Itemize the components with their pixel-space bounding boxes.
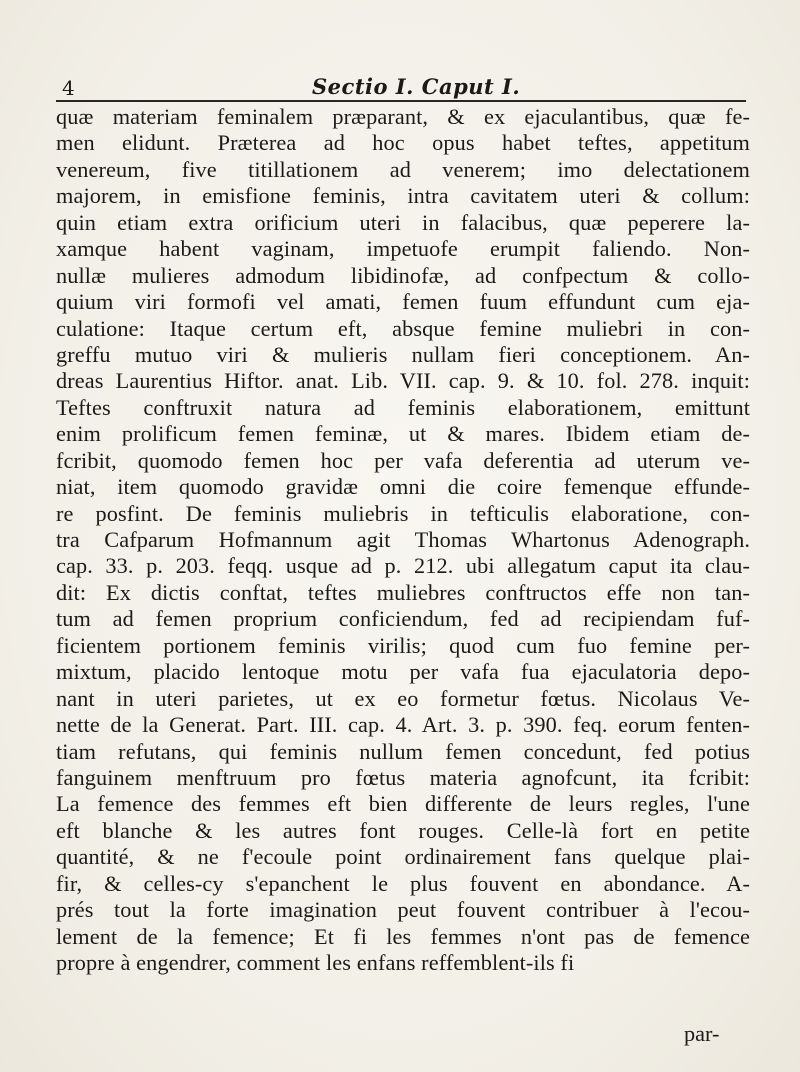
page-number: 4	[62, 76, 75, 100]
text-line: ficientem portionem feminis virilis; quod cum fuo femine per-	[56, 632, 750, 658]
text-line: niat, item quomodo gravidæ omni die coire femenque effunde-	[56, 474, 750, 500]
text-line: dreas Laurentius Hiftor. anat. Lib. VII. cap. 9. & 10. fol. 278. inquit:	[56, 368, 750, 394]
text-line: re posfint. De feminis muliebris in tefticulis elaboratione, con-	[56, 500, 750, 526]
text-line: propre à engendrer, comment les enfans reffemblent-ils fi	[56, 950, 575, 975]
text-line: quium viri formofi vel amati, femen fuum effundunt cum eja-	[56, 289, 750, 315]
text-line: greffu mutuo viri & mulieris nullam fieri conceptionem. An-	[56, 341, 750, 367]
text-line: Teftes conftruxit natura ad feminis elaborationem, emittunt	[56, 394, 750, 420]
text-line: men elidunt. Præterea ad hoc opus habet teftes, appetitum	[56, 130, 750, 156]
text-line: fanguinem menftruum pro fœtus materia agnofcunt, ita fcribit:	[56, 764, 750, 790]
text-line: quin etiam extra orificium uteri in falacibus, quæ peperere la-	[56, 209, 750, 235]
text-line: quæ materiam feminalem præparant, & ex ejaculantibus, quæ fe-	[56, 104, 750, 129]
text-line: tum ad femen proprium conficiendum, fed ad recipiendam fuf-	[56, 606, 750, 632]
running-head: Sectio I. Caput I.	[312, 74, 521, 99]
text-line: majorem, in emisfione feminis, intra cavitatem uteri & collum:	[56, 183, 750, 209]
text-line: fir, & celles-cy s'epanchent le plus fouvent en abondance. A-	[56, 870, 750, 896]
text-line: mixtum, placido lentoque motu per vafa fua ejaculatoria depo-	[56, 659, 750, 685]
text-line: nullæ mulieres admodum libidinofæ, ad confpectum & collo-	[56, 262, 750, 288]
text-line: fcribit, quomodo femen hoc per vafa deferentia ad uterum ve-	[56, 447, 750, 473]
text-line: cap. 33. p. 203. feqq. usque ad p. 212. ubi allegatum caput ita clau-	[56, 553, 750, 579]
text-line: dit: Ex dictis conftat, teftes muliebres conftructos effe non tan-	[56, 579, 750, 605]
text-line: nant in uteri parietes, ut ex eo formetur fœtus. Nicolaus Ve-	[56, 685, 750, 711]
text-line: tiam refutans, qui feminis nullum femen concedunt, fed potius	[56, 738, 750, 764]
text-line: eft blanche & les autres font rouges. Celle-là fort en petite	[56, 817, 750, 843]
text-line: enim prolificum femen feminæ, ut & mares. Ibidem etiam de-	[56, 421, 750, 447]
text-line: tra Cafparum Hofmannum agit Thomas Whartonus Adenograph.	[56, 527, 750, 552]
text-line: lement de la femence; Et fi les femmes n'ont pas de femence	[56, 923, 750, 949]
text-line: venereum, five titillationem ad venerem; imo delectationem	[56, 156, 750, 182]
text-line: quantité, & ne f'ecoule point ordinairement fans quelque plai-	[56, 844, 750, 870]
text-line: prés tout la forte imagination peut fouvent contribuer à l'ecou-	[56, 897, 750, 923]
header-rule	[56, 100, 746, 102]
body-text	[56, 104, 750, 976]
catchword: par-	[684, 1021, 720, 1046]
text-line: xamque habent vaginam, impetuofe erumpit faliendo. Non-	[56, 236, 750, 262]
text-line: La femence des femmes eft bien differente de leurs regles, l'une	[56, 791, 750, 817]
text-line: nette de la Generat. Part. III. cap. 4. Art. 3. p. 390. feq. eorum fenten-	[56, 712, 750, 738]
page-header	[56, 70, 746, 104]
text-line: culatione: Itaque certum eft, absque femine muliebri in con-	[56, 315, 750, 341]
